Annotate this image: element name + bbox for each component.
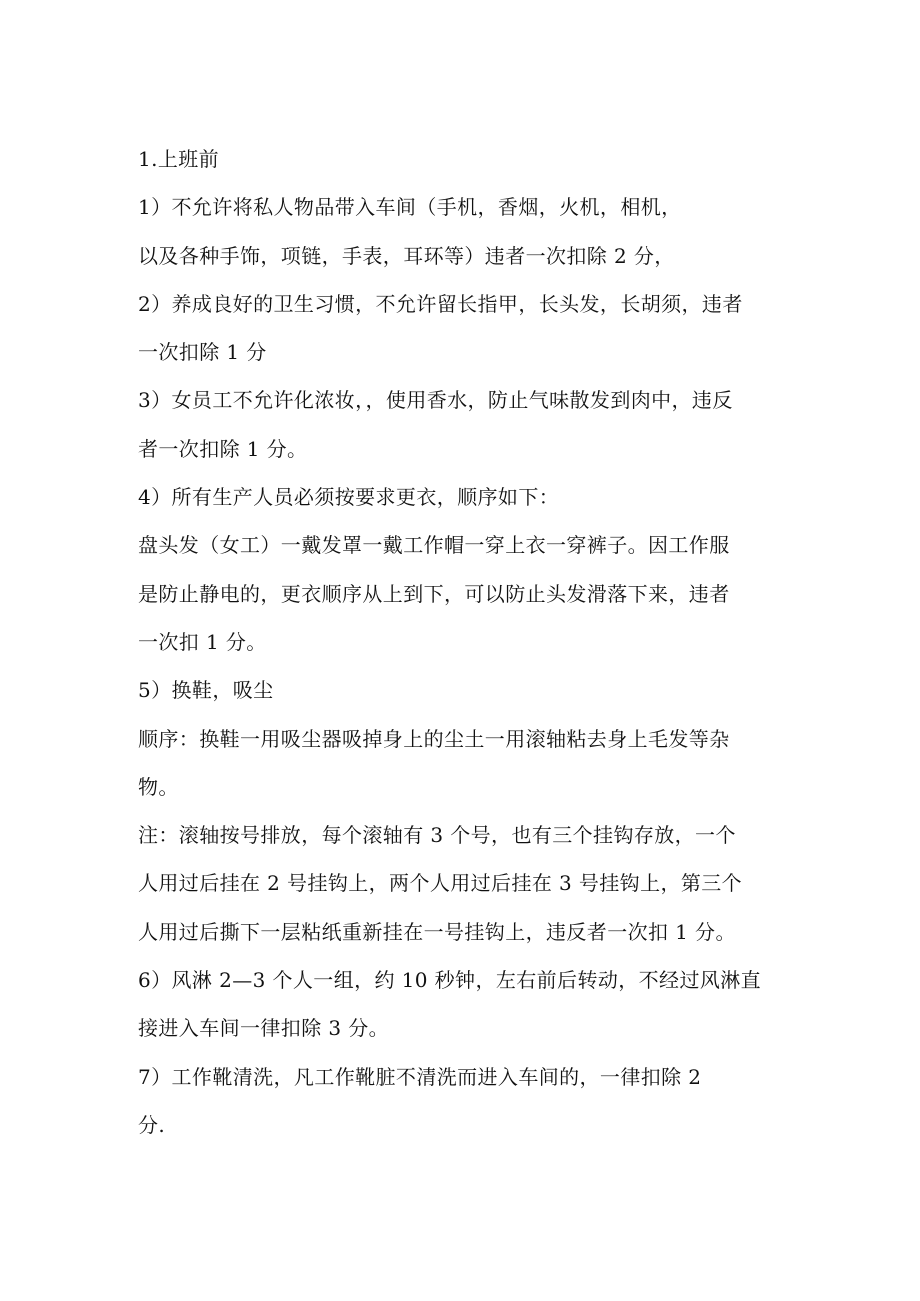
rule-6-line-1: 6）风淋 2—3 个人一组，约 10 秒钟，左右前后转动，不经过风淋直 bbox=[138, 968, 762, 993]
rule-2-line-1: 2）养成良好的卫生习惯，不允许留长指甲，长头发，长胡须，违者 bbox=[138, 291, 743, 316]
rule-4-line-2: 盘头发（女工）一戴发罩一戴工作帽一穿上衣一穿裤子。因工作服 bbox=[138, 533, 730, 558]
rule-4-line-1: 4）所有生产人员必须按要求更衣，顺序如下： bbox=[138, 485, 560, 510]
rule-1-line-2: 以及各种手饰，项链，手表，耳环等）违者一次扣除 2 分， bbox=[138, 243, 675, 268]
rule-4-line-4: 一次扣 1 分。 bbox=[138, 629, 267, 654]
rule-2-line-2: 一次扣除 1 分 bbox=[138, 340, 267, 365]
rule-1-line-1: 1）不允许将私人物品带入车间（手机，香烟，火机，相机， bbox=[138, 195, 682, 220]
rule-5-line-1: 5）换鞋，吸尘 bbox=[138, 678, 274, 703]
document-body bbox=[138, 135, 783, 1149]
rule-3-line-1: 3）女员工不允许化浓妆，，使用香水，防止气味散发到肉中，违反 bbox=[138, 388, 733, 413]
note-line-1: 注：滚轴按号排放，每个滚轴有 3 个号，也有三个挂钩存放，一个 bbox=[138, 823, 736, 848]
rule-7-line-1: 7）工作靴清洗，凡工作靴脏不清洗而进入车间的，一律扣除 2 bbox=[138, 1064, 702, 1089]
rule-7-line-2: 分. bbox=[138, 1112, 166, 1137]
rule-5-line-3: 物。 bbox=[138, 774, 179, 799]
note-line-2: 人用过后挂在 2 号挂钩上，两个人用过后挂在 3 号挂钩上，第三个 bbox=[138, 871, 743, 896]
note-line-3: 人用过后撕下一层粘纸重新挂在一号挂钩上，违反者一次扣 1 分。 bbox=[138, 919, 736, 944]
rule-4-line-3: 是防止静电的，更衣顺序从上到下，可以防止头发滑落下来，违者 bbox=[138, 581, 730, 606]
rule-3-line-2: 者一次扣除 1 分。 bbox=[138, 436, 308, 461]
rule-6-line-2: 接进入车间一律扣除 3 分。 bbox=[138, 1016, 390, 1041]
section-heading: 1.上班前 bbox=[138, 147, 220, 171]
rule-5-line-2: 顺序：换鞋一用吸尘器吸掉身上的尘土一用滚轴粘去身上毛发等杂 bbox=[138, 726, 730, 751]
